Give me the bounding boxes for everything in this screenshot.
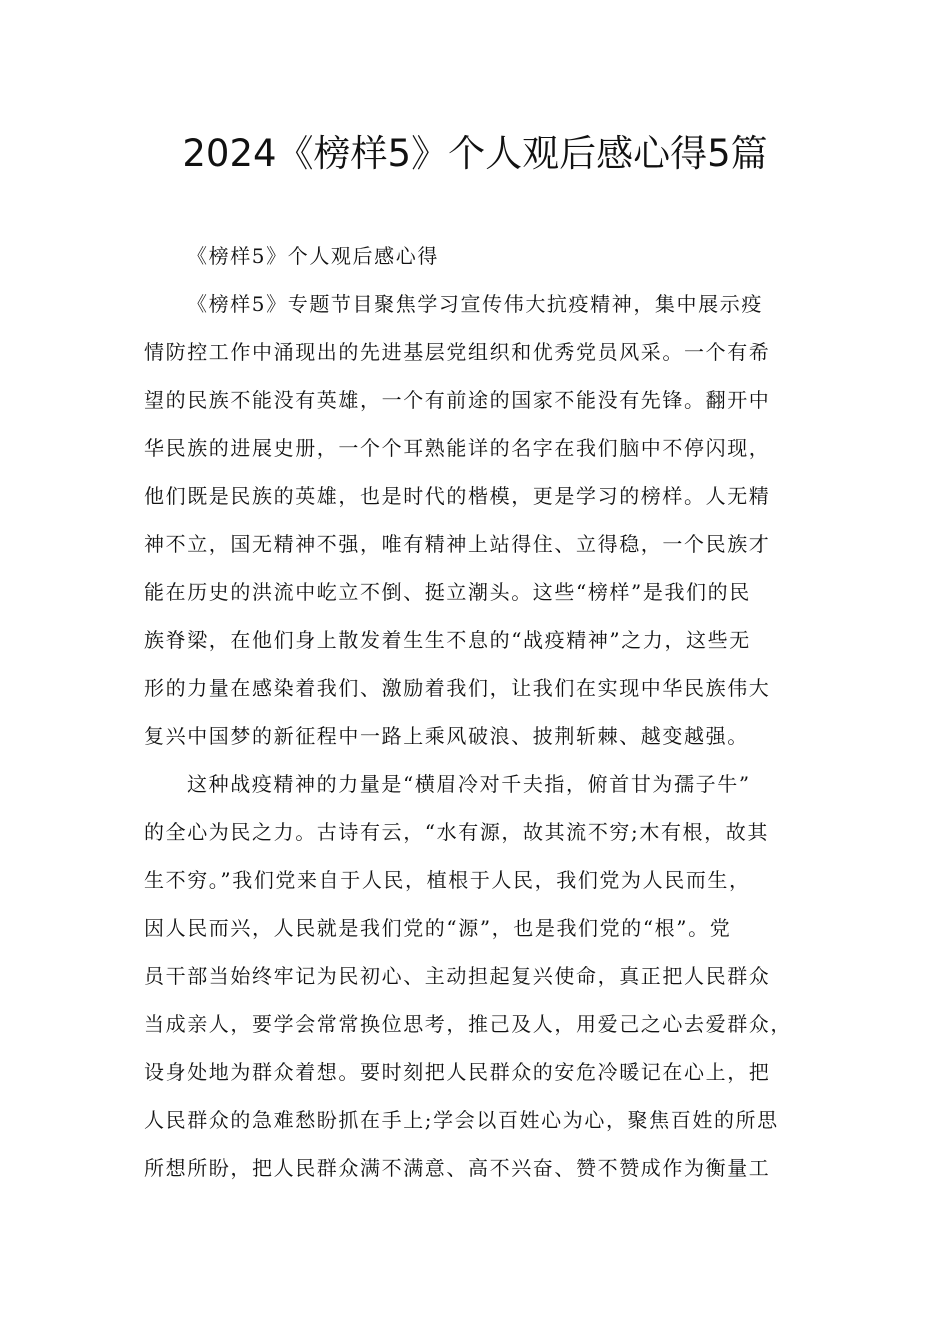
paragraph-line: 族脊梁，在他们身上散发着生生不息的“战疫精神”之力，这些无: [144, 628, 751, 652]
paragraph-line: 所想所盼，把人民群众满不满意、高不兴奋、赞不赞成作为衡量工: [144, 1156, 771, 1180]
paragraph-line: 设身处地为群众着想。要时刻把人民群众的安危冷暖记在心上，把: [144, 1060, 771, 1084]
paragraph-line: 生不穷。”我们党来自于人民，植根于人民，我们党为人民而生，: [144, 868, 751, 892]
paragraph-line: 形的力量在感染着我们、激励着我们，让我们在实现中华民族伟大: [144, 676, 771, 700]
paragraph-line: 员干部当始终牢记为民初心、主动担起复兴使命，真正把人民群众: [144, 964, 771, 988]
paragraph-line: 人民群众的急难愁盼抓在手上;学会以百姓心为心，聚焦百姓的所思: [144, 1108, 779, 1132]
document-title: 2024《榜样5》个人观后感心得5篇: [182, 132, 768, 175]
paragraph-line: 当成亲人，要学会常常换位思考，推己及人，用爱己之心去爱群众，: [144, 1012, 792, 1036]
paragraph-line: 复兴中国梦的新征程中一路上乘风破浪、披荆斩棘、越变越强。: [144, 724, 749, 748]
paragraph-line: 能在历史的洪流中屹立不倒、挺立潮头。这些“榜样”是我们的民: [144, 580, 751, 604]
paragraph-line: 《榜样5》专题节目聚焦学习宣传伟大抗疫精神，集中展示疫: [187, 292, 763, 316]
document-body: [144, 232, 824, 1192]
paragraph-line: 情防控工作中涌现出的先进基层党组织和优秀党员风采。一个有希: [144, 340, 771, 364]
section-heading: 《榜样5》个人观后感心得: [187, 244, 439, 268]
paragraph-line: 这种战疫精神的力量是“横眉冷对千夫指，俯首甘为孺子牛”: [187, 772, 751, 796]
paragraph-line: 他们既是民族的英雄，也是时代的楷模，更是学习的榜样。人无精: [144, 484, 771, 508]
paragraph-line: 因人民而兴，人民就是我们党的“源”，也是我们党的“根”。党: [144, 916, 732, 940]
paragraph-line: 望的民族不能没有英雄，一个有前途的国家不能没有先锋。翻开中: [144, 388, 771, 412]
paragraph-line: 的全心为民之力。古诗有云，“水有源，故其流不穷;木有根，故其: [144, 820, 769, 844]
paragraph-line: 神不立，国无精神不强，唯有精神上站得住、立得稳，一个民族才: [144, 532, 771, 556]
paragraph-line: 华民族的进展史册，一个个耳熟能详的名字在我们脑中不停闪现，: [144, 436, 771, 460]
